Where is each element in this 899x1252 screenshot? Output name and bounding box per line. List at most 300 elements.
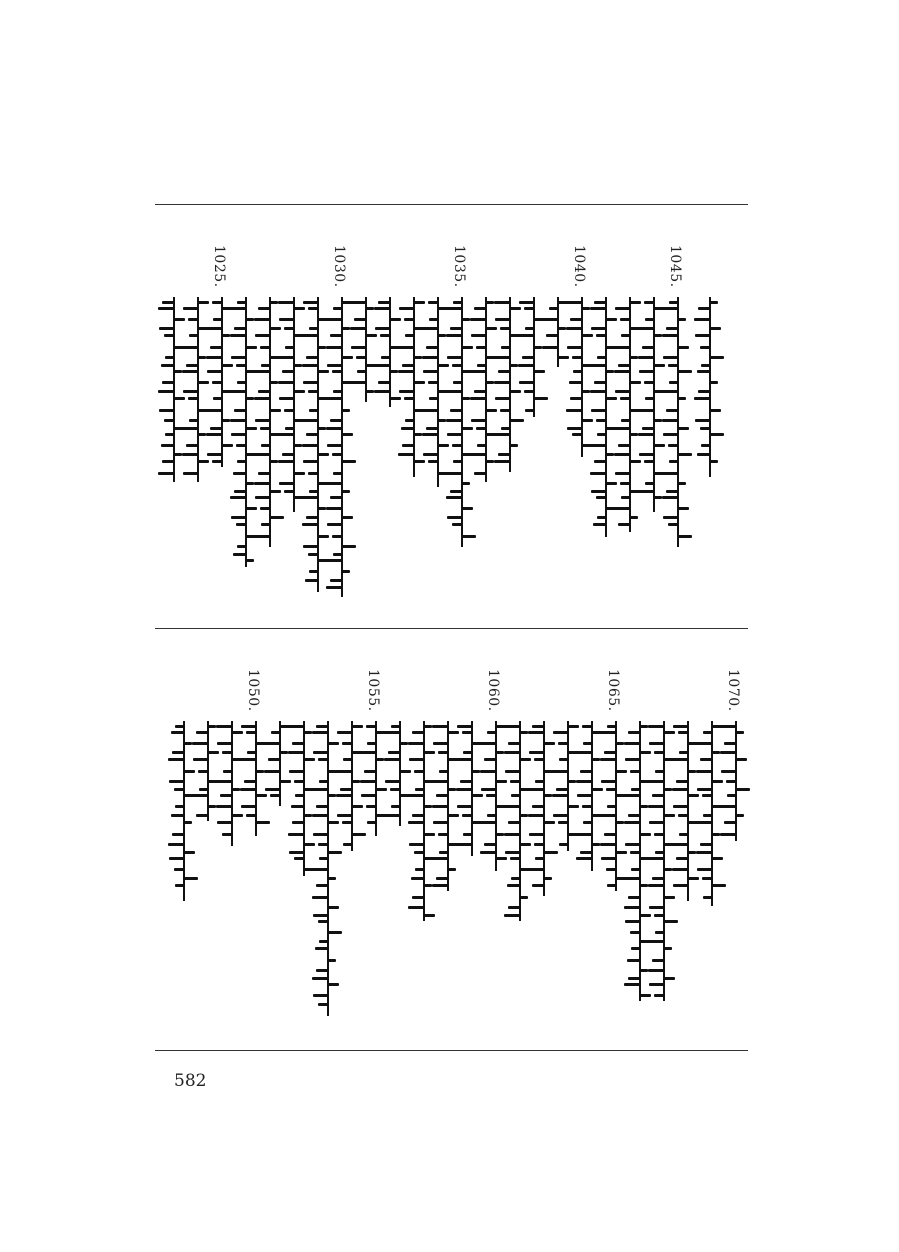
script-glyph-stroke <box>678 346 689 349</box>
script-glyph-stroke <box>607 805 616 808</box>
script-glyph-stroke <box>390 346 404 349</box>
script-glyph-stroke <box>212 301 222 304</box>
script-glyph-stroke <box>630 770 640 773</box>
script-glyph-stroke <box>544 821 555 824</box>
script-glyph-stroke <box>232 814 243 817</box>
script-glyph-stroke <box>198 301 209 304</box>
script-glyph-stroke <box>534 397 548 400</box>
script-glyph-stroke <box>631 947 640 950</box>
script-glyph-stroke <box>477 364 486 367</box>
script-glyph-stroke <box>592 758 600 761</box>
script-glyph-stroke <box>630 409 644 412</box>
script-glyph-stroke <box>597 356 606 359</box>
script-glyph-stroke <box>270 516 284 519</box>
script-glyph-stroke <box>558 742 568 745</box>
script-glyph-stroke <box>452 444 462 447</box>
script-glyph-stroke <box>328 794 336 797</box>
script-glyph-stroke <box>694 318 710 321</box>
script-glyph-stroke <box>487 731 496 734</box>
script-glyph-stroke <box>654 419 662 422</box>
script-glyph-stroke <box>414 356 422 359</box>
script-glyph-stroke <box>472 770 480 773</box>
script-glyph-stroke <box>654 334 662 337</box>
script-glyph-stroke <box>198 433 206 436</box>
script-glyph-stroke <box>429 397 438 400</box>
script-glyph-stroke <box>174 427 188 430</box>
script-glyph-stroke <box>448 868 456 871</box>
script-glyph-stroke <box>668 444 678 447</box>
script-glyph-stroke <box>664 977 675 980</box>
script-glyph-stroke <box>453 301 462 304</box>
script-glyph-stroke <box>256 742 270 745</box>
script-glyph-stroke <box>654 390 668 393</box>
script-glyph-stroke <box>664 947 672 950</box>
script-glyph-stroke <box>342 460 356 463</box>
script-glyph-stroke <box>295 794 304 797</box>
script-glyph-stroke <box>308 307 318 310</box>
script-glyph-stroke <box>520 758 531 761</box>
script-glyph-stroke <box>559 843 568 846</box>
script-glyph-stroke <box>174 397 185 400</box>
script-glyph-stroke <box>237 301 246 304</box>
script-glyph-stroke <box>736 788 750 791</box>
script-glyph-stroke <box>246 370 260 373</box>
script-glyph-stroke <box>318 758 328 761</box>
script-glyph-stroke <box>500 327 510 330</box>
script-glyph-stroke <box>414 381 425 384</box>
script-glyph-stroke <box>236 523 246 526</box>
script-glyph-stroke <box>510 364 518 367</box>
script-glyph-stroke <box>328 983 339 986</box>
script-glyph-stroke <box>318 427 326 430</box>
script-glyph-stroke <box>184 742 192 745</box>
script-glyph-stroke <box>597 433 606 436</box>
script-glyph-stroke <box>328 931 342 934</box>
script-glyph-stroke <box>164 419 174 422</box>
script-glyph-stroke <box>630 301 641 304</box>
mongolian-script-line <box>171 721 197 901</box>
script-glyph-stroke <box>342 381 356 384</box>
script-glyph-stroke <box>424 833 435 836</box>
script-glyph-stroke <box>695 419 710 422</box>
line-number: 1050. <box>245 669 261 712</box>
script-glyph-stroke <box>270 301 278 304</box>
script-glyph-stroke <box>510 780 520 783</box>
script-glyph-stroke <box>520 814 528 817</box>
script-glyph-stroke <box>703 814 712 817</box>
script-glyph-stroke <box>328 959 336 962</box>
script-glyph-stroke <box>439 851 448 854</box>
script-glyph-stroke <box>284 490 294 493</box>
script-glyph-stroke <box>439 770 448 773</box>
script-glyph-stroke <box>261 364 270 367</box>
line-number: 1030. <box>331 245 347 288</box>
script-glyph-stroke <box>669 301 678 304</box>
script-glyph-stroke <box>448 788 456 791</box>
script-glyph-stroke <box>583 821 592 824</box>
script-glyph-stroke <box>390 370 398 373</box>
script-glyph-stroke <box>496 857 507 860</box>
script-glyph-stroke <box>525 409 534 412</box>
script-glyph-stroke <box>688 770 696 773</box>
script-glyph-stroke <box>654 364 665 367</box>
script-glyph-stroke <box>404 318 414 321</box>
script-glyph-stroke <box>535 780 544 783</box>
script-glyph-stroke <box>285 346 294 349</box>
script-glyph-stroke <box>520 788 534 791</box>
script-glyph-stroke <box>367 742 376 745</box>
script-glyph-stroke <box>606 482 617 485</box>
script-glyph-stroke <box>424 780 438 783</box>
script-glyph-stroke <box>198 356 206 359</box>
script-glyph-stroke <box>169 780 184 783</box>
script-glyph-stroke <box>664 843 678 846</box>
script-glyph-stroke <box>524 307 534 310</box>
script-glyph-stroke <box>366 364 380 367</box>
script-glyph-stroke <box>304 868 318 871</box>
script-glyph-stroke <box>698 307 710 310</box>
script-glyph-stroke <box>510 307 521 310</box>
script-glyph-stroke <box>246 535 260 538</box>
script-glyph-stroke <box>438 390 452 393</box>
script-glyph-stroke <box>476 346 486 349</box>
script-glyph-stroke <box>606 788 616 791</box>
script-glyph-stroke <box>486 433 500 436</box>
script-glyph-stroke <box>462 453 476 456</box>
script-glyph-stroke <box>448 843 462 846</box>
script-glyph-stroke <box>158 390 174 393</box>
script-glyph-stroke <box>246 427 257 430</box>
script-glyph-stroke <box>256 821 270 824</box>
script-glyph-stroke <box>222 833 232 836</box>
script-glyph-stroke <box>592 731 606 734</box>
script-glyph-stroke <box>256 794 267 797</box>
script-glyph-stroke <box>510 334 524 337</box>
script-glyph-stroke <box>510 390 521 393</box>
script-glyph-stroke <box>631 868 640 871</box>
script-glyph-stroke <box>390 788 400 791</box>
script-glyph-stroke <box>424 857 438 860</box>
script-glyph-stroke <box>270 490 281 493</box>
script-glyph-stroke <box>582 334 593 337</box>
script-glyph-stroke <box>400 794 414 797</box>
script-glyph-stroke <box>246 482 254 485</box>
script-glyph-stroke <box>246 507 257 510</box>
script-glyph-stroke <box>271 731 280 734</box>
script-glyph-stroke <box>678 453 692 456</box>
script-glyph-stroke <box>232 758 246 761</box>
script-glyph-stroke <box>640 914 651 917</box>
script-glyph-stroke <box>582 419 593 422</box>
script-glyph-stroke <box>161 444 174 447</box>
script-glyph-stroke <box>736 731 744 734</box>
script-glyph-stroke <box>496 833 504 836</box>
script-glyph-stroke <box>654 444 665 447</box>
script-glyph-stroke <box>294 780 304 783</box>
script-glyph-stroke <box>654 833 664 836</box>
script-glyph-stroke <box>333 553 342 556</box>
mongolian-script-line <box>161 297 187 482</box>
script-glyph-stroke <box>582 805 592 808</box>
script-glyph-stroke <box>294 364 302 367</box>
script-glyph-stroke <box>222 334 230 337</box>
script-glyph-stroke <box>616 851 627 854</box>
script-glyph-stroke <box>678 427 689 430</box>
script-glyph-stroke <box>510 419 524 422</box>
script-glyph-stroke <box>246 397 254 400</box>
script-glyph-stroke <box>678 731 688 734</box>
script-glyph-stroke <box>487 814 496 817</box>
script-glyph-stroke <box>630 327 644 330</box>
script-glyph-stroke <box>222 444 233 447</box>
script-glyph-stroke <box>284 409 294 412</box>
script-glyph-stroke <box>462 427 473 430</box>
script-glyph-stroke <box>462 507 473 510</box>
script-glyph-stroke <box>668 523 678 526</box>
line-number: 1055. <box>365 669 381 712</box>
script-glyph-stroke <box>616 770 627 773</box>
script-glyph-stroke <box>462 731 472 734</box>
script-glyph-stroke <box>415 788 424 791</box>
script-glyph-stroke <box>189 419 198 422</box>
script-glyph-stroke <box>159 409 174 412</box>
script-glyph-stroke <box>664 814 675 817</box>
script-glyph-stroke <box>664 920 678 923</box>
script-glyph-stroke <box>630 460 641 463</box>
script-glyph-stroke <box>486 356 500 359</box>
script-glyph-stroke <box>640 969 648 972</box>
script-glyph-stroke <box>438 307 452 310</box>
script-glyph-stroke <box>630 931 640 934</box>
script-glyph-stroke <box>472 821 486 824</box>
script-glyph-stroke <box>428 301 438 304</box>
script-glyph-stroke <box>462 535 476 538</box>
script-glyph-stroke <box>198 327 212 330</box>
script-glyph-stroke <box>534 843 544 846</box>
script-glyph-stroke <box>558 356 569 359</box>
script-glyph-stroke <box>318 318 332 321</box>
script-glyph-stroke <box>342 356 353 359</box>
script-glyph-stroke <box>294 334 308 337</box>
script-glyph-stroke <box>175 805 184 808</box>
script-glyph-stroke <box>319 857 328 860</box>
script-glyph-stroke <box>158 472 174 475</box>
script-glyph-stroke <box>712 833 720 836</box>
script-glyph-stroke <box>318 346 326 349</box>
script-glyph-stroke <box>308 472 318 475</box>
script-glyph-stroke <box>679 833 688 836</box>
script-glyph-stroke <box>208 751 219 754</box>
script-glyph-stroke <box>596 334 606 337</box>
script-glyph-stroke <box>606 427 620 430</box>
script-glyph-stroke <box>270 409 281 412</box>
script-glyph-stroke <box>476 427 486 430</box>
script-glyph-stroke <box>712 884 726 887</box>
script-glyph-stroke <box>679 751 688 754</box>
script-glyph-stroke <box>438 751 448 754</box>
script-glyph-stroke <box>184 851 195 854</box>
script-glyph-stroke <box>582 444 596 447</box>
script-glyph-stroke <box>198 460 209 463</box>
script-glyph-stroke <box>405 419 414 422</box>
script-glyph-stroke <box>294 472 305 475</box>
script-glyph-stroke <box>246 559 254 562</box>
script-glyph-stroke <box>366 725 376 728</box>
script-glyph-stroke <box>342 516 353 519</box>
verse-column <box>159 245 189 605</box>
script-glyph-stroke <box>285 427 294 430</box>
script-glyph-stroke <box>621 496 630 499</box>
script-glyph-stroke <box>343 843 352 846</box>
script-glyph-stroke <box>582 307 590 310</box>
script-glyph-stroke <box>710 433 724 436</box>
script-glyph-stroke <box>357 370 366 373</box>
script-glyph-stroke <box>535 857 544 860</box>
script-glyph-stroke <box>544 877 552 880</box>
script-glyph-stroke <box>270 381 278 384</box>
script-glyph-stroke <box>559 758 568 761</box>
line-number: 1045. <box>667 245 683 288</box>
script-glyph-stroke <box>414 851 424 854</box>
script-glyph-stroke <box>342 490 350 493</box>
script-glyph-stroke <box>352 780 360 783</box>
line-number: 1060. <box>485 669 501 712</box>
script-glyph-stroke <box>352 751 366 754</box>
script-glyph-stroke <box>698 390 710 393</box>
script-glyph-stroke <box>342 570 350 573</box>
script-glyph-stroke <box>712 751 720 754</box>
script-glyph-stroke <box>710 460 718 463</box>
script-glyph-stroke <box>328 821 339 824</box>
script-glyph-stroke <box>644 381 654 384</box>
script-glyph-stroke <box>654 472 668 475</box>
script-glyph-stroke <box>558 821 568 824</box>
script-glyph-stroke <box>246 346 257 349</box>
script-glyph-stroke <box>607 884 616 887</box>
script-glyph-stroke <box>712 780 723 783</box>
script-glyph-stroke <box>222 364 233 367</box>
script-glyph-stroke <box>597 516 606 519</box>
script-glyph-stroke <box>558 327 566 330</box>
script-glyph-stroke <box>208 805 216 808</box>
script-glyph-stroke <box>664 731 675 734</box>
script-glyph-stroke <box>525 327 534 330</box>
script-glyph-stroke <box>328 742 339 745</box>
script-glyph-stroke <box>261 523 270 526</box>
script-glyph-stroke <box>174 370 182 373</box>
script-glyph-stroke <box>645 318 654 321</box>
script-glyph-stroke <box>318 397 332 400</box>
script-glyph-stroke <box>356 356 366 359</box>
script-glyph-stroke <box>644 301 654 304</box>
script-glyph-stroke <box>463 833 472 836</box>
script-glyph-stroke <box>213 318 222 321</box>
script-glyph-stroke <box>520 731 528 734</box>
script-glyph-stroke <box>318 482 332 485</box>
script-glyph-stroke <box>256 770 264 773</box>
script-glyph-stroke <box>630 851 640 854</box>
script-glyph-stroke <box>342 301 356 304</box>
script-glyph-stroke <box>544 794 552 797</box>
script-glyph-stroke <box>376 814 390 817</box>
script-glyph-stroke <box>520 868 534 871</box>
script-glyph-stroke <box>414 770 424 773</box>
script-glyph-stroke <box>486 301 494 304</box>
script-glyph-stroke <box>174 788 184 791</box>
script-glyph-stroke <box>736 758 747 761</box>
script-glyph-stroke <box>280 751 288 754</box>
script-glyph-stroke <box>400 770 411 773</box>
script-glyph-stroke <box>304 843 315 846</box>
script-glyph-stroke <box>616 877 630 880</box>
script-glyph-stroke <box>664 758 678 761</box>
script-glyph-stroke <box>366 334 377 337</box>
script-glyph-stroke <box>640 940 654 943</box>
script-glyph-stroke <box>438 364 449 367</box>
script-glyph-stroke <box>260 427 270 430</box>
script-glyph-stroke <box>328 906 339 909</box>
script-glyph-stroke <box>534 346 542 349</box>
script-glyph-stroke <box>621 334 630 337</box>
script-glyph-stroke <box>294 444 302 447</box>
script-glyph-stroke <box>381 356 390 359</box>
script-glyph-stroke <box>596 496 606 499</box>
script-glyph-stroke <box>366 307 374 310</box>
script-glyph-stroke <box>164 334 174 337</box>
script-glyph-stroke <box>415 868 424 871</box>
script-glyph-stroke <box>438 472 452 475</box>
script-glyph-stroke <box>568 751 582 754</box>
script-glyph-stroke <box>500 409 510 412</box>
bottom-rule <box>155 1050 748 1051</box>
script-glyph-stroke <box>270 460 278 463</box>
script-glyph-stroke <box>606 346 620 349</box>
script-glyph-stroke <box>162 301 174 304</box>
script-glyph-stroke <box>697 370 710 373</box>
script-glyph-stroke <box>318 920 328 923</box>
script-glyph-stroke <box>654 496 662 499</box>
script-glyph-stroke <box>496 751 504 754</box>
script-glyph-stroke <box>424 805 432 808</box>
script-glyph-stroke <box>510 444 518 447</box>
script-glyph-stroke <box>237 381 246 384</box>
script-glyph-stroke <box>380 334 390 337</box>
line-number: 1040. <box>571 245 587 288</box>
script-glyph-stroke <box>606 453 614 456</box>
script-glyph-stroke <box>655 851 664 854</box>
script-glyph-stroke <box>592 814 606 817</box>
script-glyph-stroke <box>352 833 366 836</box>
line-number: 1035. <box>451 245 467 288</box>
script-glyph-stroke <box>198 770 208 773</box>
line-number: 1025. <box>211 245 227 288</box>
script-glyph-stroke <box>596 419 606 422</box>
script-glyph-stroke <box>222 390 236 393</box>
script-glyph-stroke <box>712 857 723 860</box>
script-glyph-stroke <box>700 427 710 430</box>
script-glyph-stroke <box>496 725 510 728</box>
script-glyph-stroke <box>318 843 328 846</box>
script-glyph-stroke <box>199 788 208 791</box>
script-glyph-stroke <box>309 570 318 573</box>
script-glyph-stroke <box>694 397 710 400</box>
script-glyph-stroke <box>198 409 212 412</box>
script-glyph-stroke <box>678 507 689 510</box>
script-glyph-stroke <box>404 397 414 400</box>
script-glyph-stroke <box>319 780 328 783</box>
script-glyph-stroke <box>549 307 558 310</box>
script-glyph-stroke <box>573 370 582 373</box>
